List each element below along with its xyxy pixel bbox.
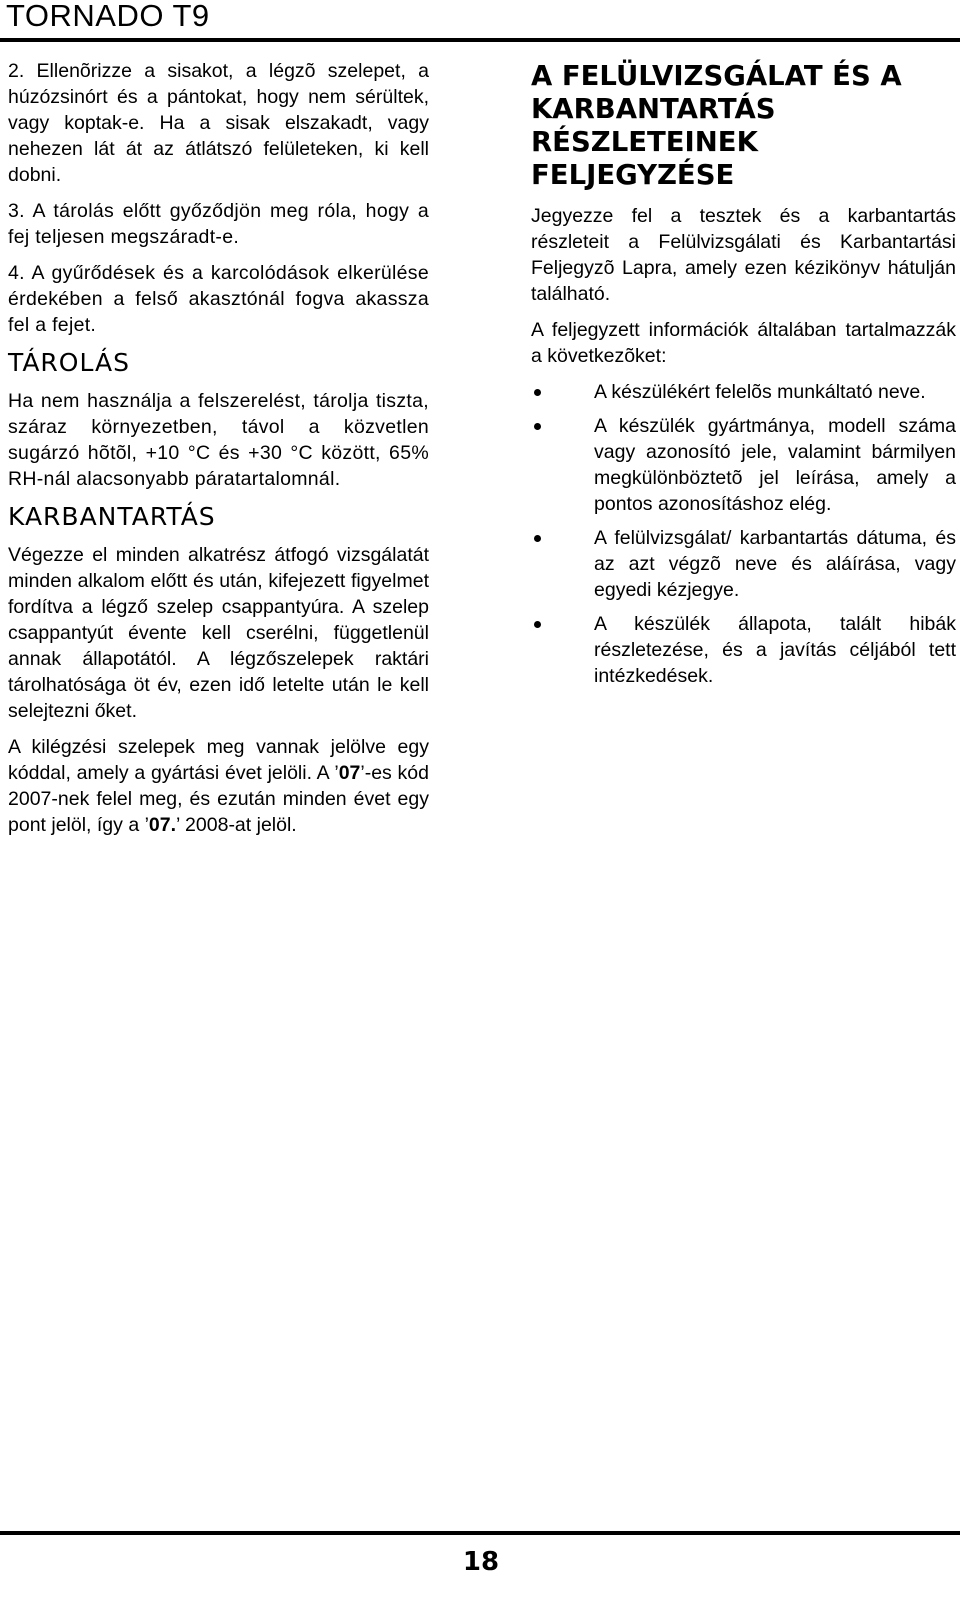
valve-code-text [8,734,429,838]
list-item: A készülék állapota, talált hibák részletezése, és a javítás céljából tett intézkedések. [531,611,956,689]
inspection-item-3: 3. A tárolás előtt győződjön meg róla, hogy a fej teljesen megszáradt-e. [8,200,429,248]
maintenance-heading: KARBANTARTÁS [8,502,216,531]
page-number: 18 [462,1547,500,1577]
footer-rule [0,1531,960,1535]
valve-code-text-a: A kilégzési szelepek meg vannak jelölve egy kóddal, amely a gyártási évet jelöli. A ’ [8,736,429,784]
maintenance-text: Végezze el minden alkatrész átfogó vizsgálatát minden alkalom előtt és után, kifejezett figyelmet fordítva a légző szelep csappantyúra. A szelep csappantyút évente kell cserélni, függetlenül annak állapotától. A légzőszelepek raktári tárolhatósága öt év, ezen idő letelte után le kell selejtezni őket. [8,544,429,722]
records-lead: A feljegyzett információk általában tartalmazzák a következõket: [531,319,956,367]
code-07-dot: 07. [148,814,177,836]
header-rule [0,38,960,42]
valve-code-text-b: ’-es kód 2007-nek felel meg, és ezután minden évet egy pont jelöl, így a ’ [8,762,429,836]
records-intro: Jegyezze fel a tesztek és a karbantartás részleteit a Felülvizsgálati és Karbantartási Feljegyzõ Lapra, amely ezen kézikönyv hátulján található. [531,205,956,305]
list-item: A készülékért felelõs munkáltató neve. [531,379,956,405]
page-title: TORNADO T9 [6,0,210,33]
bullet-icon [534,535,541,542]
bullet-icon [534,389,541,396]
storage-text: Ha nem használja a felszerelést, tárolja tiszta, száraz környezetben, távol a közvetlen sugárzó hõtõl, +10 °C és +30 °C között, 65% RH-nál alacsonyabb páratartalomnál. [8,390,429,490]
code-07: 07 [338,762,361,784]
list-item: A készülék gyártmánya, modell száma vagy azonosító jele, valamint bármilyen megkülönböztetõ jel leírása, amely a pontos azonosításhoz elég. [531,413,956,517]
records-heading: A FELÜLVIZSGÁLAT ÉS A KARBANTARTÁS RÉSZLETEINEK FELJEGYZÉSE [531,60,902,191]
left-column [8,58,429,848]
storage-heading: TÁROLÁS [8,348,130,377]
records-list [531,379,956,689]
list-item: A felülvizsgálat/ karbantartás dátuma, és az azt végzõ neve és aláírása, vagy egyedi kézjegye. [531,525,956,603]
valve-code-text-c: ’ 2008-at jelöl. [176,814,297,836]
bullet-icon [534,423,541,430]
inspection-item-4: 4. A gyűrődések és a karcolódások elkerülése érdekében a felső akasztónál fogva akassza fel a fejet. [8,262,429,336]
bullet-icon [534,621,541,628]
inspection-item-2: 2. Ellenõrizze a sisakot, a légzõ szelepet, a húzózsinórt és a pántokat, hogy nem sérültek, vagy koptak-e. Ha a sisak elszakadt, vagy nehezen lát át az átlátszó felületeken, ki kell dobni. [8,60,429,186]
right-column [531,58,956,697]
